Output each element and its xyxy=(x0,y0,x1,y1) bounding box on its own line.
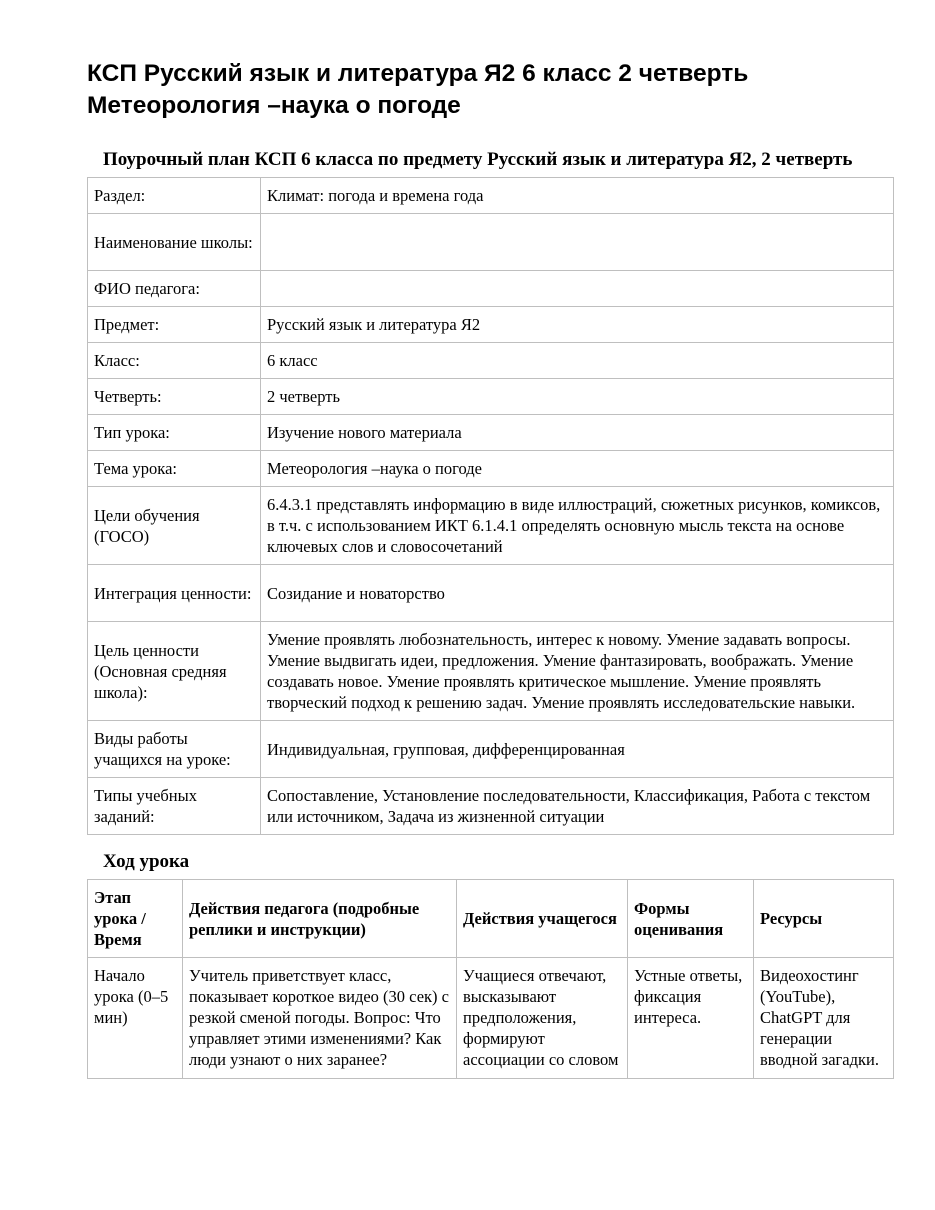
table-row xyxy=(88,343,894,379)
info-value: 2 четверть xyxy=(261,379,894,415)
info-label: Предмет: xyxy=(88,307,261,343)
cell-teacher-actions: Учитель приветствует класс, показывает короткое видео (30 сек) с резкой сменой погоды. Вопрос: Что управляет этими изменениями? Как люди узнают о них заранее? xyxy=(183,958,457,1079)
column-header-student: Действия учащегося xyxy=(457,880,628,958)
info-value: Метеорология –наука о погоде xyxy=(261,451,894,487)
info-value xyxy=(261,271,894,307)
lesson-info-table xyxy=(87,177,894,835)
info-value: 6.4.3.1 представлять информацию в виде иллюстраций, сюжетных рисунков, комиксов, в т.ч. с использованием ИКТ 6.1.4.1 определять основную мысль текста на основе ключевых слов и словосочетаний xyxy=(261,487,894,565)
document-title-line-2: Метеорология –наука о погоде xyxy=(87,92,461,119)
table-row xyxy=(88,622,894,721)
cell-stage: Начало урока (0–5 мин) xyxy=(88,958,183,1079)
info-label: Тип урока: xyxy=(88,415,261,451)
info-value: Умение проявлять любознательность, интерес к новому. Умение задавать вопросы. Умение выдвигать идеи, предложения. Умение фантазировать, воображать. Умение создавать новое. Умение проявлять критическое мышление. Умение проявлять творческий подход к решению задач. Умение проявлять исследовательские навыки. xyxy=(261,622,894,721)
lesson-flow-table xyxy=(87,879,894,1079)
document-page xyxy=(87,58,893,1079)
lesson-flow-heading: Ход урока xyxy=(103,851,190,872)
info-label: Тема урока: xyxy=(88,451,261,487)
table-row xyxy=(88,307,894,343)
info-label: Виды работы учащихся на уроке: xyxy=(88,721,261,778)
cell-assessment: Устные ответы, фиксация интереса. xyxy=(628,958,754,1079)
plan-heading: Поурочный план КСП 6 класса по предмету Русский язык и литература Я2, 2 четверть xyxy=(103,149,853,170)
info-value: Сопоставление, Установление последовательности, Классификация, Работа с текстом или источником, Задача из жизненной ситуации xyxy=(261,778,894,835)
info-value: Созидание и новаторство xyxy=(261,565,894,622)
info-label: Типы учебных заданий: xyxy=(88,778,261,835)
info-label: Цель ценности (Основная средняя школа): xyxy=(88,622,261,721)
cell-resources: Видеохостинг (YouTube), ChatGPT для генерации вводной загадки. xyxy=(754,958,894,1079)
column-header-teacher: Действия педагога (подробные реплики и инструкции) xyxy=(183,880,457,958)
info-label: Интеграция ценности: xyxy=(88,565,261,622)
info-label: Раздел: xyxy=(88,178,261,214)
info-value: Русский язык и литература Я2 xyxy=(261,307,894,343)
info-value: 6 класс xyxy=(261,343,894,379)
column-header-stage: Этап урока / Время xyxy=(88,880,183,958)
column-header-assessment: Формы оценивания xyxy=(628,880,754,958)
cell-student-actions: Учащиеся отвечают, высказывают предположения, формируют ассоциации со словом xyxy=(457,958,628,1079)
document-title xyxy=(87,58,893,122)
table-row xyxy=(88,214,894,271)
table-row xyxy=(88,487,894,565)
table-row xyxy=(88,721,894,778)
table-row xyxy=(88,415,894,451)
info-label: Цели обучения (ГОСО) xyxy=(88,487,261,565)
info-label: Класс: xyxy=(88,343,261,379)
info-label: Наименование школы: xyxy=(88,214,261,271)
info-label: ФИО педагога: xyxy=(88,271,261,307)
info-value xyxy=(261,214,894,271)
table-row xyxy=(88,271,894,307)
info-value: Изучение нового материала xyxy=(261,415,894,451)
table-row xyxy=(88,958,894,1079)
info-value: Индивидуальная, групповая, дифференцированная xyxy=(261,721,894,778)
info-label: Четверть: xyxy=(88,379,261,415)
info-value: Климат: погода и времена года xyxy=(261,178,894,214)
document-title-line-1: КСП Русский язык и литература Я2 6 класс 2 четверть xyxy=(87,60,749,87)
column-header-resources: Ресурсы xyxy=(754,880,894,958)
table-row xyxy=(88,379,894,415)
table-header-row xyxy=(88,880,894,958)
table-row xyxy=(88,565,894,622)
table-row xyxy=(88,178,894,214)
table-row xyxy=(88,451,894,487)
table-row xyxy=(88,778,894,835)
